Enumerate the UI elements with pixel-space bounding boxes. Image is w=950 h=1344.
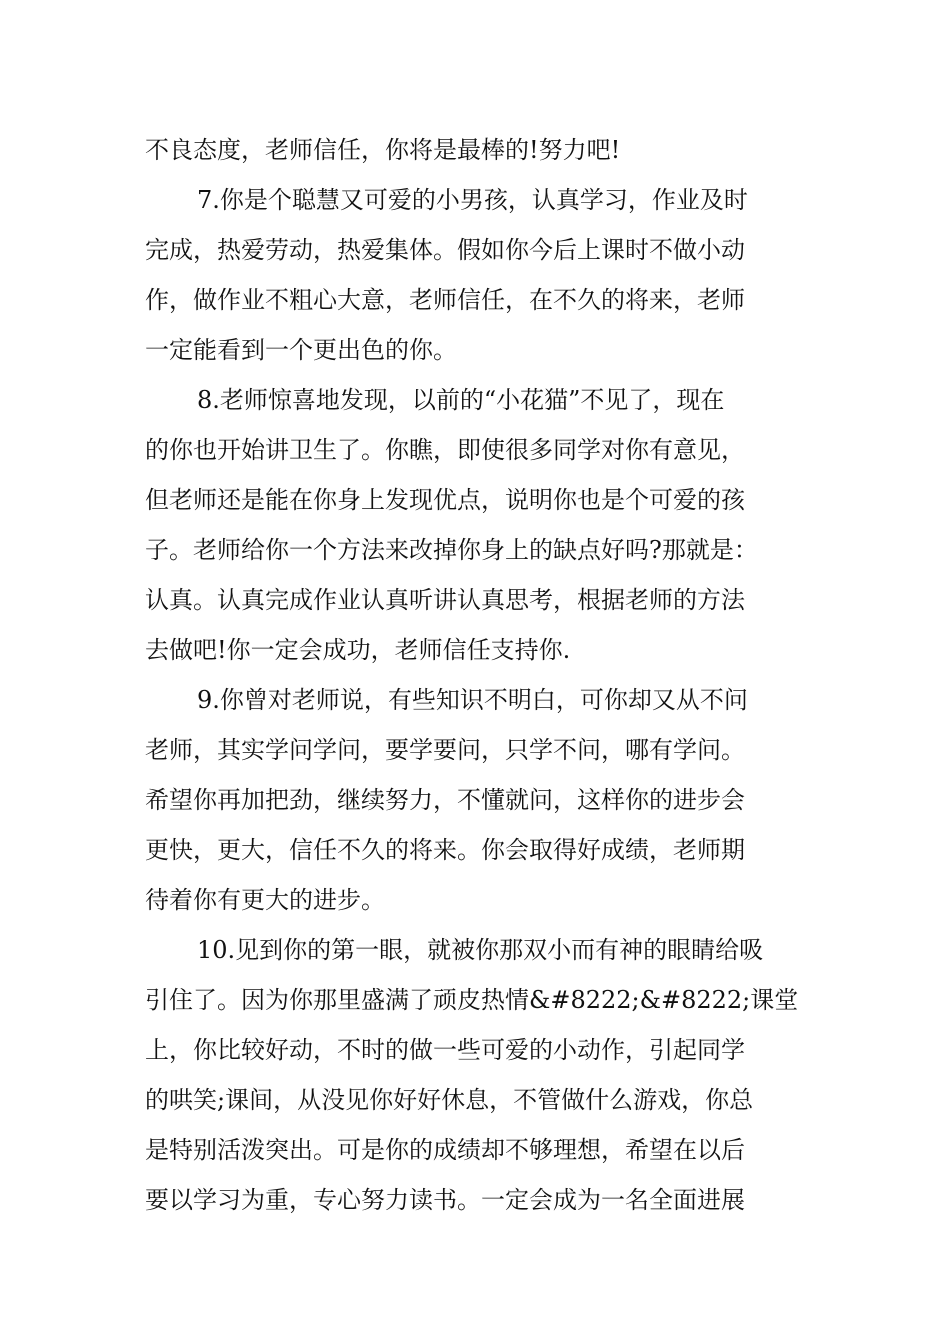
item-10-line-1: 10.见到你的第一眼，就被你那双小而有神的眼睛给吸 (197, 936, 764, 964)
item-10-line-5: 是特别活泼突出。可是你的成绩却不够理想，希望在以后 (145, 1136, 745, 1164)
document-body (145, 125, 810, 1225)
item-9-line-5: 待着你有更大的进步。 (145, 886, 385, 914)
text-line-1: 不良态度，老师信任，你将是最棒的!努力吧! (145, 136, 621, 164)
item-7-line-3: 作，做作业不粗心大意，老师信任，在不久的将来，老师 (145, 286, 745, 314)
item-7-line-4: 一定能看到一个更出色的你。 (145, 336, 457, 364)
item-9-line-4: 更快，更大，信任不久的将来。你会取得好成绩，老师期 (145, 836, 745, 864)
item-10-line-6: 要以学习为重，专心努力读书。一定会成为一名全面进展 (145, 1186, 745, 1214)
item-9-line-3: 希望你再加把劲，继续努力，不懂就问，这样你的进步会 (145, 786, 745, 814)
item-8-line-4: 子。老师给你一个方法来改掉你身上的缺点好吗?那就是： (145, 536, 758, 564)
item-8-line-1: 8.老师惊喜地发现，以前的“小花猫”不见了，现在 (197, 386, 725, 414)
item-8-line-3: 但老师还是能在你身上发现优点，说明你也是个可爱的孩 (145, 486, 745, 514)
item-8-line-5: 认真。认真完成作业认真听讲认真思考，根据老师的方法 (145, 586, 745, 614)
item-8-line-6: 去做吧!你一定会成功，老师信任支持你. (145, 636, 571, 664)
item-10-line-2: 引住了。因为你那里盛满了顽皮热情&#8222;&#8222;课堂 (145, 986, 799, 1014)
item-9-line-1: 9.你曾对老师说，有些知识不明白，可你却又从不问 (197, 686, 748, 714)
item-10-line-3: 上，你比较好动，不时的做一些可爱的小动作，引起同学 (145, 1036, 745, 1064)
item-9-line-2: 老师，其实学问学问，要学要问，只学不问，哪有学问。 (145, 736, 745, 764)
item-7-line-2: 完成，热爱劳动，热爱集体。假如你今后上课时不做小动 (145, 236, 745, 264)
item-7-line-1: 7.你是个聪慧又可爱的小男孩，认真学习，作业及时 (197, 186, 748, 214)
item-10-line-4: 的哄笑;课间，从没见你好好休息，不管做什么游戏，你总 (145, 1086, 754, 1114)
item-8-line-2: 的你也开始讲卫生了。你瞧，即使很多同学对你有意见， (145, 436, 745, 464)
